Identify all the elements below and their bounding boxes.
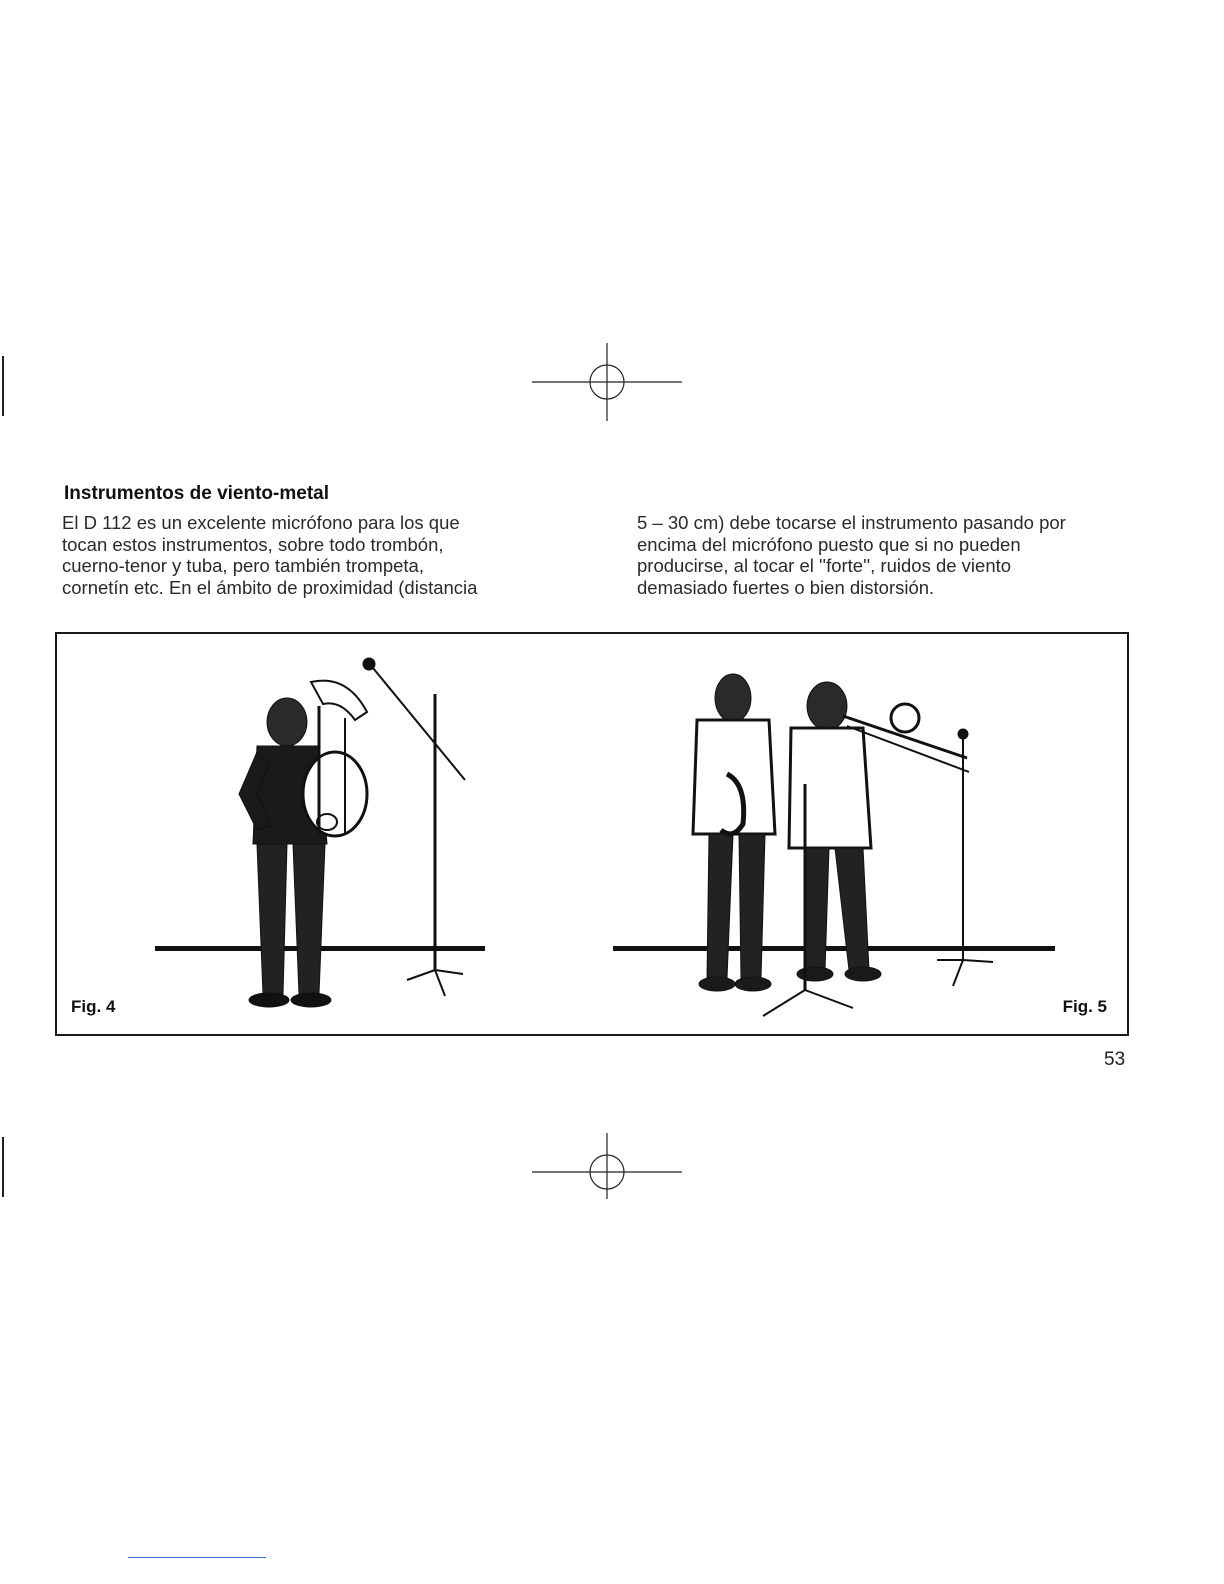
text-line: El D 112 es un excelente micrófono para los que <box>62 512 460 533</box>
trombone-player-illustration <box>789 682 969 981</box>
text-line: producirse, al tocar el ''forte'', ruidos de viento <box>637 555 1012 576</box>
stage-floor-right <box>613 946 1055 951</box>
text-line: cuerno-tenor y tuba, pero también trompeta, <box>62 555 424 576</box>
left-text-column <box>62 512 542 598</box>
figure-box <box>55 632 1129 1036</box>
edge-mark-bottom <box>2 1137 4 1197</box>
registration-mark-bottom <box>532 1133 682 1213</box>
text-line: demasiado fuertes o bien distorsión. <box>637 576 935 598</box>
edge-mark-top <box>2 356 4 416</box>
text-line: 5 – 30 cm) debe tocarse el instrumento pasando por <box>637 512 1066 533</box>
registration-mark-top <box>532 343 682 423</box>
right-text-column <box>637 512 1137 598</box>
mic-stand-fig4 <box>363 658 465 996</box>
section-heading: Instrumentos de viento-metal <box>64 483 329 504</box>
text-line: tocan estos instrumentos, sobre todo trombón, <box>62 533 444 555</box>
figure-label-fig5: Fig. 5 <box>1062 997 1107 1016</box>
tuba-player-illustration <box>239 681 367 1007</box>
page-number: 53 <box>1104 1049 1126 1070</box>
saxophone-player-illustration <box>693 674 775 991</box>
footer-rule <box>128 1557 266 1558</box>
text-line: cornetín etc. En el ámbito de proximidad (distancia <box>62 576 478 598</box>
figure-illustration <box>57 634 1127 1034</box>
figure-label-fig4: Fig. 4 <box>71 997 116 1016</box>
text-line: encima del micrófono puesto que si no pueden <box>637 533 1021 555</box>
